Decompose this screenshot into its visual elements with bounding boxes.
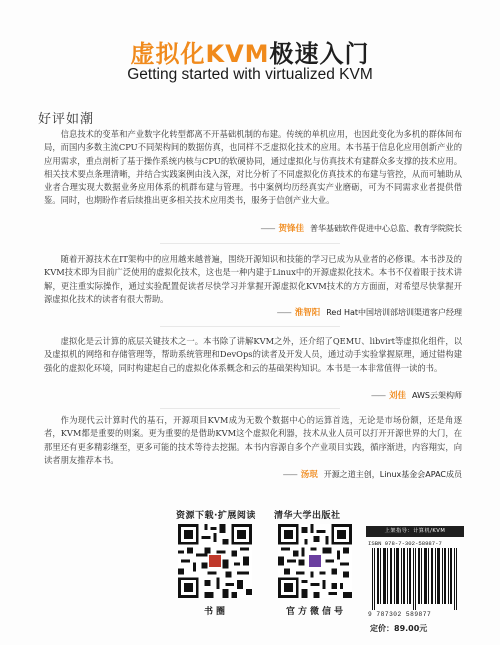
review-signature: —— 淮智阳 Red Hat中国培训部培训渠道客户经理 [276, 308, 462, 318]
qr-left-label: 资源下载·扩展阅读 [176, 511, 256, 521]
reviewer-name: 贺锋佳 [278, 224, 304, 234]
review-text: 虚拟化是云计算的底层关键技术之一。本书除了讲解KVM之外，还介绍了QEMU、libvirt等虚拟化组件，以及虚拟机的网络和存储管理等，帮助系统管理和DevOps的读者及开发人员，通过动手实验掌握原理，通过错构建强化的虚拟化环境，同时构建起自己的虚拟化体系概念和云的基础架构知识。本书是一本非常值得一读的书。 [44, 336, 462, 373]
reviewer-affiliation: Red Hat中国培训部培训渠道客户经理 [326, 308, 462, 317]
review-signature: —— 刘佳 AWS云架构师 [370, 391, 462, 401]
qr-right-caption: 官方微信号 [286, 607, 347, 617]
divider [160, 243, 340, 244]
qr-code-icon[interactable] [278, 524, 352, 598]
section-heading: 好评如潮 [38, 112, 95, 127]
shelf-category: 上架指导：计算机/KVM [366, 526, 464, 537]
reviewer-affiliation: 开源之道主创，Linux基金会APAC成员 [323, 470, 462, 479]
review-text: 信息技术的变革和产业数字化转型都离不开基础机制的布建。传统的单机应用，也因此变化为多机的群体间布局，而国内多数主流CPU不同架构间的数据仿真，也同样不乏虚拟化技术的应用。本书基于信息化应用创新产业的应用需求，重点剖析了基于操作系统内核与CPU的软硬协同，通过虚拟化与仿真技术有建群众多支撑的技术应用。相关技术要点条理清晰，并结合实践案例由浅入深，对比分析了不同虚拟化仿真技术的布建与管控，从而可辅助从业者合理实现大数据业务应用体系的机群布建与管理。书中案例均历经真实产业磨砺，可为不同需求业者提供借鉴。同时，也期盼作者后续推出更多相关技术应用类书，服务于信创产业大业。 [44, 129, 462, 206]
qr-right-label: 清华大学出版社 [274, 511, 341, 521]
divider [160, 408, 340, 409]
reviewer-name: 汤珉 [300, 470, 318, 480]
book-title-english: Getting started with virtualized KVM [127, 66, 373, 83]
review-text: 作为现代云计算时代的基石，开源项目KVM成为无数个数据中心的运算首选，无论是市场份额，还是角逐者，KVM都是重要的则案。更为重要的是借助KVM这个虚拟化利器，技术从业人员可以打开开源世界的大门，在那里还有更多精彩继至，更多可能的技术等待去挖掘。本书内容源自多个产业项目实践，循序渐进，内容翔实，向读者朋友推荐本书。 [44, 415, 462, 465]
barcode-icon [368, 548, 462, 610]
review-signature: —— 汤珉 开源之道主创，Linux基金会APAC成员 [282, 470, 462, 480]
reviewer-name: 淮智阳 [294, 308, 321, 318]
review-text: 随着开源技术在IT架构中的应用越来越普遍，围绕开源知识和技能的学习已成为从业者的必修课。本书涉及的KVM技术即为目前广泛使用的虚拟化技术，这也是一种内建于Linux中的开源虚拟化技术。本书不仅着眼于技术讲解，更注重实际操作，通过实验配置促读者尽快学习并掌握开源虚拟化KVM技术的方方面面，对希望尽快掌握开源虚拟化技术的读者有很大帮助。 [44, 254, 462, 304]
title-accent: 虚拟化KVM [130, 40, 270, 68]
reviewer-affiliation: 普华基础软件促进中心总监、教育学院院长 [310, 224, 462, 233]
barcode-block [366, 526, 464, 645]
barcode-number: 9 787302 589877 [368, 611, 432, 618]
isbn-text: ISBN 978-7-302-58987-7 [368, 540, 442, 547]
reviewer-name: 刘佳 [388, 391, 406, 401]
reviewer-affiliation: AWS云架构师 [411, 391, 462, 400]
qr-left-caption: 书圈 [204, 607, 229, 617]
book-title-chinese [0, 34, 500, 69]
review-signature: —— 贺锋佳 普华基础软件促进中心总监、教育学院院长 [260, 224, 462, 234]
price: 定价：89.00元 [370, 624, 428, 633]
qr-code-icon[interactable] [178, 524, 252, 598]
title-rest: 极速入门 [269, 40, 370, 68]
divider [160, 326, 340, 327]
